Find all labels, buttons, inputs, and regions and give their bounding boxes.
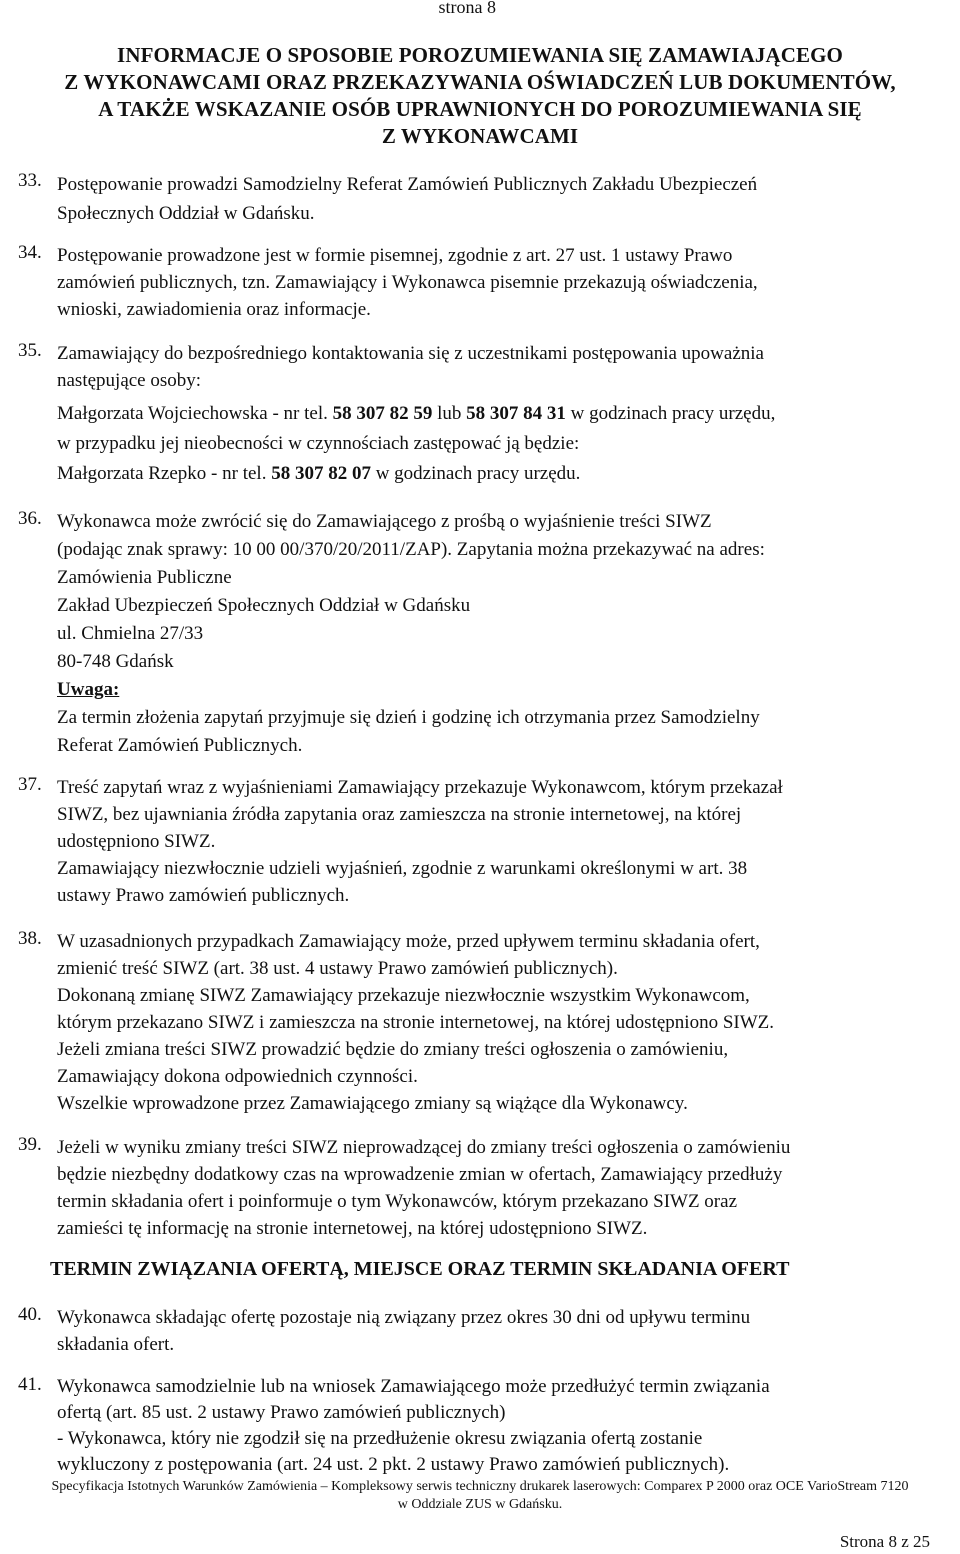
text-line: zamówień publicznych, tzn. Zamawiający i Wykonawca pisemnie przekazują oświadczenia, bbox=[57, 272, 758, 293]
address-line: Zamówienia Publiczne bbox=[57, 567, 232, 588]
text-line: Zamawiający do bezpośredniego kontaktowania się z uczestnikami postępowania upoważnia bbox=[57, 343, 764, 364]
text-span: w godzinach pracy urzędu. bbox=[370, 463, 581, 484]
paragraph-number: 40. bbox=[18, 1304, 42, 1325]
text-line: Wszelkie wprowadzone przez Zamawiającego zmiany są wiążące dla Wykonawcy. bbox=[57, 1093, 688, 1114]
section-heading-2: TERMIN ZWIĄZANIA OFERTĄ, MIEJSCE ORAZ TERMIN SKŁADANIA OFERT bbox=[50, 1258, 790, 1280]
paragraph-text bbox=[57, 928, 957, 1117]
paragraph-number: 37. bbox=[18, 774, 42, 795]
text-line: składania ofert. bbox=[57, 1334, 175, 1355]
text-span: lub bbox=[432, 403, 467, 424]
text-line: ustawy Prawo zamówień publicznych. bbox=[57, 885, 350, 906]
text-line: Zamawiający dokona odpowiednich czynności. bbox=[57, 1066, 418, 1087]
footer-line: w Oddziale ZUS w Gdańsku. bbox=[397, 1497, 563, 1512]
heading-line: Z WYKONAWCAMI ORAZ PRZEKAZYWANIA OŚWIADCZEŃ LUB DOKUMENTÓW, bbox=[64, 70, 896, 94]
text-span: Małgorzata Rzepko - nr tel. bbox=[57, 463, 272, 484]
paragraph-number: 36. bbox=[18, 508, 42, 529]
text-line: Wykonawca samodzielnie lub na wniosek Zamawiającego może przedłużyć termin związania bbox=[57, 1376, 770, 1397]
text-line: wnioski, zawiadomienia oraz informacje. bbox=[57, 299, 371, 320]
phone-number: 58 307 82 07 bbox=[271, 463, 371, 484]
paragraph-text bbox=[57, 242, 957, 323]
text-line: udostępniono SIWZ. bbox=[57, 831, 216, 852]
text-line: zamieści tę informację na stronie internetowej, na której udostępniono SIWZ. bbox=[57, 1218, 648, 1239]
paragraph-number: 41. bbox=[18, 1374, 42, 1395]
text-line: zmienić treść SIWZ (art. 38 ust. 4 ustawy Prawo zamówień publicznych). bbox=[57, 958, 618, 979]
text-line: Postępowanie prowadzone jest w formie pisemnej, zgodnie z art. 27 ust. 1 ustawy Prawo bbox=[57, 245, 733, 266]
note-label: Uwaga: bbox=[57, 679, 120, 700]
section-heading bbox=[0, 42, 960, 150]
footer-line: Specyfikacja Istotnych Warunków Zamówienia – Kompleksowy serwis techniczny drukarek laserowych: Comparex P 2000 oraz OCE VarioStream 7120 bbox=[51, 1479, 909, 1494]
text-span: w godzinach pracy urzędu, bbox=[565, 403, 776, 424]
paragraph-text bbox=[57, 774, 957, 909]
text-line: Postępowanie prowadzi Samodzielny Referat Zamówień Publicznych Zakładu Ubezpieczeń bbox=[57, 174, 758, 195]
text-line: w przypadku jej nieobecności w czynnościach zastępować ją będzie: bbox=[57, 433, 580, 454]
text-line: Wykonawca składając ofertę pozostaje nią związany przez okres 30 dni od upływu terminu bbox=[57, 1307, 751, 1328]
paragraph-number: 38. bbox=[18, 928, 42, 949]
text-line bbox=[57, 460, 957, 487]
paragraph-number: 33. bbox=[18, 170, 42, 191]
text-line: SIWZ, bez ujawniania źródła zapytania oraz zamieszcza na stronie internetowej, na której bbox=[57, 804, 742, 825]
heading-line: A TAKŻE WSKAZANIE OSÓB UPRAWNIONYCH DO POROZUMIEWANIA SIĘ bbox=[98, 97, 862, 121]
text-line bbox=[57, 400, 957, 427]
paragraph-text bbox=[57, 170, 957, 228]
text-line: Dokonaną zmianę SIWZ Zamawiający przekazuje niezwłocznie wszystkim Wykonawcom, bbox=[57, 985, 750, 1006]
text-span: Małgorzata Wojciechowska - nr tel. bbox=[57, 403, 333, 424]
heading-line: Z WYKONAWCAMI bbox=[381, 124, 579, 148]
text-line: (podając znak sprawy: 10 00 00/370/20/2011/ZAP). Zapytania można przekazywać na adres: bbox=[57, 539, 765, 560]
text-line: następujące osoby: bbox=[57, 370, 202, 391]
paragraph-number: 34. bbox=[18, 242, 42, 263]
text-line: Referat Zamówień Publicznych. bbox=[57, 735, 303, 756]
address-line: Zakład Ubezpieczeń Społecznych Oddział w Gdańsku bbox=[57, 595, 471, 616]
text-line: Wykonawca może zwrócić się do Zamawiającego z prośbą o wyjaśnienie treści SIWZ bbox=[57, 511, 712, 532]
paragraph-number: 35. bbox=[18, 340, 42, 361]
phone-number: 58 307 84 31 bbox=[466, 403, 566, 424]
text-line: Jeżeli w wyniku zmiany treści SIWZ nieprowadzącej do zmiany treści ogłoszenia o zamówieniu bbox=[57, 1137, 791, 1158]
paragraph-text bbox=[57, 1374, 957, 1478]
address-line: 80-748 Gdańsk bbox=[57, 651, 174, 672]
page-label: strona 8 bbox=[438, 0, 496, 17]
heading-line: INFORMACJE O SPOSOBIE POROZUMIEWANIA SIĘ ZAMAWIAJĄCEGO bbox=[117, 43, 843, 67]
text-line: - Wykonawca, który nie zgodził się na przedłużenie okresu związania ofertą zostanie bbox=[57, 1428, 703, 1449]
text-line: ofertą (art. 85 ust. 2 ustawy Prawo zamówień publicznych) bbox=[57, 1402, 506, 1423]
paragraph-number: 39. bbox=[18, 1134, 42, 1155]
paragraph-text bbox=[57, 508, 957, 760]
text-line: Społecznych Oddział w Gdańsku. bbox=[57, 203, 315, 224]
text-line: Treść zapytań wraz z wyjaśnieniami Zamawiający przekazuje Wykonawcom, którym przekazał bbox=[57, 777, 783, 798]
text-line: termin składania ofert i poinformuje o tym Wykonawców, którym przekazano SIWZ oraz bbox=[57, 1191, 738, 1212]
text-line: Jeżeli zmiana treści SIWZ prowadzić będzie do zmiany treści ogłoszenia o zamówieniu, bbox=[57, 1039, 729, 1060]
text-line: będzie niezbędny dodatkowy czas na wprowadzenie zmian w ofertach, Zamawiający przedłuży bbox=[57, 1164, 783, 1185]
paragraph-text bbox=[57, 1304, 957, 1358]
text-line: W uzasadnionych przypadkach Zamawiający może, przed upływem terminu składania ofert, bbox=[57, 931, 760, 952]
text-line: którym przekazano SIWZ i zamieszcza na stronie internetowej, na której udostępniono SIWZ. bbox=[57, 1012, 774, 1033]
text-line: wykluczony z postępowania (art. 24 ust. 2 pkt. 2 ustawy Prawo zamówień publicznych). bbox=[57, 1454, 730, 1475]
page-counter: Strona 8 z 25 bbox=[839, 1532, 930, 1551]
paragraph-text bbox=[57, 1134, 957, 1242]
phone-number: 58 307 82 59 bbox=[332, 403, 433, 424]
address-line: ul. Chmielna 27/33 bbox=[57, 623, 204, 644]
paragraph-text bbox=[57, 340, 957, 487]
text-line: Zamawiający niezwłocznie udzieli wyjaśnień, zgodnie z warunkami określonymi w art. 38 bbox=[57, 858, 748, 879]
page-footer bbox=[0, 1478, 960, 1514]
text-line: Za termin złożenia zapytań przyjmuje się dzień i godzinę ich otrzymania przez Samodzielny bbox=[57, 707, 760, 728]
